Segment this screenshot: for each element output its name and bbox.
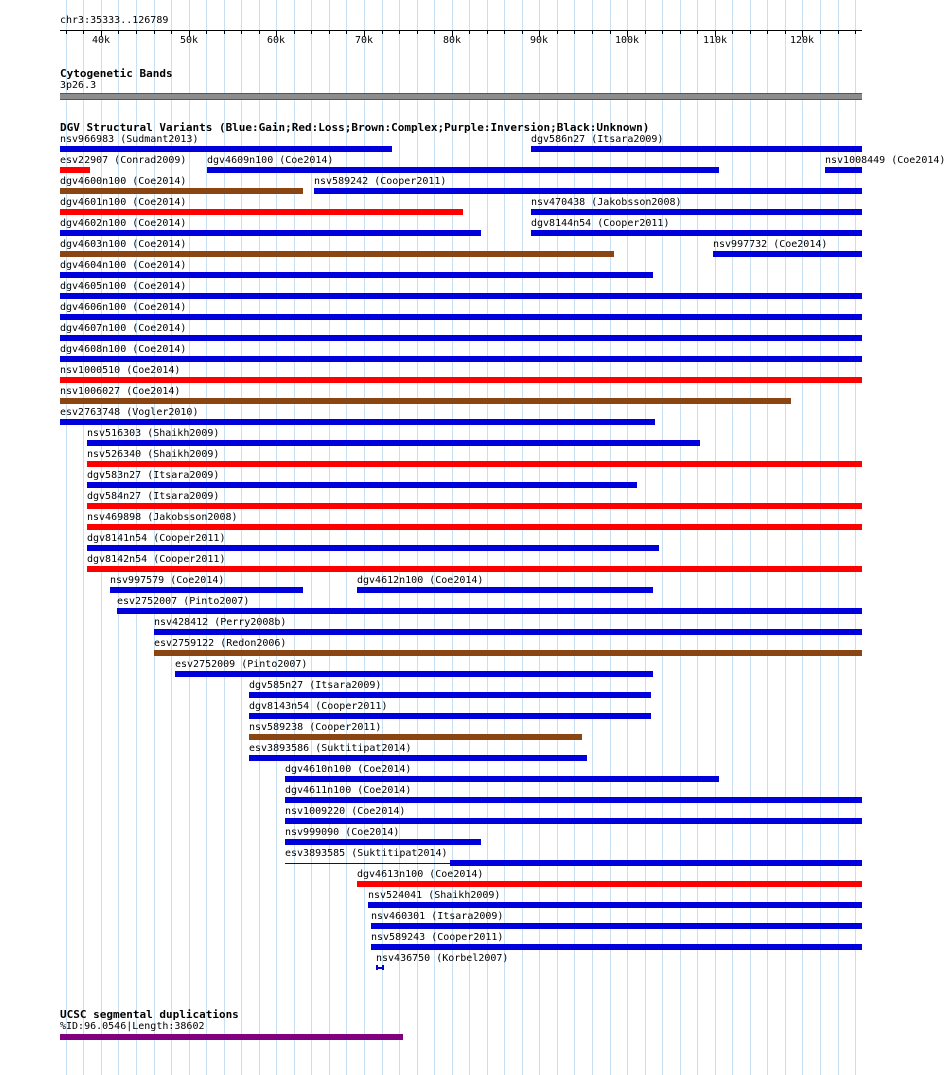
ruler-minor-tick [820, 31, 821, 34]
ruler-minor-tick [294, 31, 295, 34]
variant-bar[interactable] [285, 797, 862, 803]
variant-bar[interactable] [285, 776, 719, 782]
variant-label[interactable]: dgv4611n100 (Coe2014) [285, 785, 412, 796]
variant-bar[interactable] [357, 881, 862, 887]
variant-label[interactable]: dgv4612n100 (Coe2014) [357, 575, 484, 586]
ruler-tick-label: 120k [789, 35, 815, 46]
grid-line [504, 0, 505, 1075]
variant-bar[interactable] [60, 230, 481, 236]
grid-line [715, 0, 716, 1075]
variant-label[interactable]: esv2752009 (Pinto2007) [175, 659, 308, 670]
variant-bar[interactable] [60, 293, 862, 299]
ruler-minor-tick [645, 31, 646, 34]
ruler-minor-tick [469, 31, 470, 34]
grid-line [680, 0, 681, 1075]
ruler-minor-tick [417, 31, 418, 34]
variant-label[interactable]: dgv8143n54 (Cooper2011) [249, 701, 388, 712]
grid-line [574, 0, 575, 1075]
ruler-tick-label: 100k [614, 35, 640, 46]
variant-label[interactable]: dgv584n27 (Itsara2009) [87, 491, 220, 502]
variant-label[interactable]: dgv4608n100 (Coe2014) [60, 344, 187, 355]
ruler-minor-tick [434, 31, 435, 34]
ruler-minor-tick [224, 31, 225, 34]
variant-bar[interactable] [175, 671, 653, 677]
variant-bar[interactable] [825, 167, 862, 173]
grid-line [662, 0, 663, 1075]
variant-bar[interactable] [60, 356, 862, 362]
variant-label[interactable]: dgv586n27 (Itsara2009) [531, 134, 664, 145]
variant-bar[interactable] [117, 608, 862, 614]
variant-bar[interactable] [60, 335, 862, 341]
cytoband-label: 3p26.3 [60, 80, 97, 91]
variant-bar[interactable] [60, 314, 862, 320]
ruler-minor-tick [382, 31, 383, 34]
variant-label[interactable]: dgv4601n100 (Coe2014) [60, 197, 187, 208]
variant-label[interactable]: esv2759122 (Redon2006) [154, 638, 287, 649]
variant-label[interactable]: dgv4607n100 (Coe2014) [60, 323, 187, 334]
ruler-minor-tick [83, 31, 84, 34]
ruler-minor-tick [785, 31, 786, 34]
variant-label[interactable]: nsv516303 (Shaikh2009) [87, 428, 220, 439]
ruler-minor-tick [118, 31, 119, 34]
variant-bar[interactable] [368, 902, 862, 908]
variant-label[interactable]: nsv1006027 (Coe2014) [60, 386, 181, 397]
cytoband-track-title: Cytogenetic Bands [60, 67, 173, 80]
variant-label[interactable]: nsv526340 (Shaikh2009) [87, 449, 220, 460]
ruler-tick-label: 40k [91, 35, 111, 46]
ruler-tick-label: 50k [179, 35, 199, 46]
variant-bar[interactable] [60, 419, 655, 425]
variant-label[interactable]: nsv469898 (Jakobsson2008) [87, 512, 238, 523]
ruler-minor-tick [171, 31, 172, 34]
grid-line [767, 0, 768, 1075]
grid-line [802, 0, 803, 1075]
variant-label[interactable]: dgv4606n100 (Coe2014) [60, 302, 187, 313]
variant-bar[interactable] [285, 818, 862, 824]
variant-label[interactable]: dgv585n27 (Itsara2009) [249, 680, 382, 691]
ruler-minor-tick [697, 31, 698, 34]
variant-label[interactable]: esv2763748 (Vogler2010) [60, 407, 199, 418]
ruler-tick-label: 80k [442, 35, 462, 46]
ruler-minor-tick [522, 31, 523, 34]
variant-label[interactable]: nsv460301 (Itsara2009) [371, 911, 504, 922]
variant-label[interactable]: dgv4600n100 (Coe2014) [60, 176, 187, 187]
ruler-minor-tick [487, 31, 488, 34]
cytoband-bar[interactable] [60, 93, 862, 100]
region-label: chr3:35333..126789 [60, 15, 169, 26]
variant-label[interactable]: dgv4605n100 (Coe2014) [60, 281, 187, 292]
variant-label[interactable]: nsv470438 (Jakobsson2008) [531, 197, 682, 208]
grid-line [750, 0, 751, 1075]
variant-label[interactable]: dgv4613n100 (Coe2014) [357, 869, 484, 880]
ruler-minor-tick [154, 31, 155, 34]
variant-label[interactable]: nsv436750 (Korbel2007) [376, 953, 509, 964]
grid-line [627, 0, 628, 1075]
variant-label[interactable]: nsv997579 (Coe2014) [110, 575, 225, 586]
variant-bar[interactable] [376, 965, 384, 970]
variant-label[interactable]: nsv589238 (Cooper2011) [249, 722, 382, 733]
variant-bar[interactable] [87, 503, 862, 509]
variant-label[interactable]: nsv966983 (Sudmant2013) [60, 134, 199, 145]
ruler-minor-tick [346, 31, 347, 34]
ruler-minor-tick [592, 31, 593, 34]
ruler-minor-tick [855, 31, 856, 34]
grid-line [610, 0, 611, 1075]
variant-bar[interactable] [87, 482, 637, 488]
variant-label[interactable]: dgv8142n54 (Cooper2011) [87, 554, 226, 565]
variant-label[interactable]: nsv1008449 (Coe2014) [825, 155, 945, 166]
ruler-minor-tick [574, 31, 575, 34]
ruler-minor-tick [838, 31, 839, 34]
grid-line [820, 0, 821, 1075]
variant-bar[interactable] [60, 398, 791, 404]
variant-bar[interactable] [87, 566, 862, 572]
ruler-minor-tick [767, 31, 768, 34]
grid-line [364, 0, 365, 1075]
variant-bar[interactable] [285, 839, 481, 845]
variant-label[interactable]: dgv4609n100 (Coe2014) [207, 155, 334, 166]
ruler-minor-tick [504, 31, 505, 34]
grid-line [522, 0, 523, 1075]
grid-line [592, 0, 593, 1075]
variant-bar[interactable] [60, 272, 653, 278]
variant-bar[interactable] [87, 440, 700, 446]
segdup-bar[interactable] [60, 1034, 403, 1040]
segdup-label: %ID:96.0546|Length:38602 [60, 1021, 205, 1032]
variant-bar[interactable] [87, 524, 862, 530]
variant-bar[interactable] [371, 923, 862, 929]
ruler-tick-label: 110k [702, 35, 728, 46]
ruler-minor-tick [662, 31, 663, 34]
variant-label[interactable]: nsv589243 (Cooper2011) [371, 932, 504, 943]
ruler-minor-tick [206, 31, 207, 34]
variant-label[interactable]: nsv1000510 (Coe2014) [60, 365, 181, 376]
ruler-minor-tick [732, 31, 733, 34]
variant-bar[interactable] [314, 188, 862, 194]
variant-label[interactable]: nsv524041 (Shaikh2009) [368, 890, 501, 901]
dgv-track-title: DGV Structural Variants (Blue:Gain;Red:Loss;Brown:Complex;Purple:Inversion;Black:Unknown) [60, 121, 650, 134]
grid-line [346, 0, 347, 1075]
grid-line [785, 0, 786, 1075]
ruler-minor-tick [610, 31, 611, 34]
ruler-axis-line [60, 30, 862, 31]
ruler-minor-tick [259, 31, 260, 34]
variant-bar[interactable] [110, 587, 303, 593]
variant-label[interactable]: esv22907 (Conrad2009) [60, 155, 187, 166]
variant-label[interactable]: dgv583n27 (Itsara2009) [87, 470, 220, 481]
ruler-tick-label: 60k [266, 35, 286, 46]
variant-label[interactable]: dgv4610n100 (Coe2014) [285, 764, 412, 775]
variant-bar[interactable] [249, 755, 587, 761]
variant-label[interactable]: dgv8141n54 (Cooper2011) [87, 533, 226, 544]
ruler-minor-tick [136, 31, 137, 34]
variant-label[interactable]: nsv999090 (Coe2014) [285, 827, 400, 838]
variant-bar[interactable] [357, 587, 653, 593]
variant-bar[interactable] [60, 146, 392, 152]
variant-bar[interactable] [371, 944, 862, 950]
grid-line [732, 0, 733, 1075]
variant-bar[interactable] [249, 713, 651, 719]
variant-bar[interactable] [713, 251, 862, 257]
variant-bar[interactable] [154, 629, 862, 635]
ruler-tick-label: 90k [529, 35, 549, 46]
variant-label[interactable]: esv3893585 (Suktitipat2014) [285, 848, 448, 859]
variant-bar[interactable] [249, 692, 651, 698]
variant-label[interactable]: nsv428412 (Perry2008b) [154, 617, 287, 628]
grid-line [557, 0, 558, 1075]
variant-bar[interactable] [60, 251, 614, 257]
variant-bar[interactable] [531, 209, 862, 215]
ruler-minor-tick [329, 31, 330, 34]
variant-bar[interactable] [87, 545, 659, 551]
grid-line [539, 0, 540, 1075]
segdup-track-title: UCSC segmental duplications [60, 1008, 239, 1021]
grid-line [697, 0, 698, 1075]
variant-label[interactable]: esv2752007 (Pinto2007) [117, 596, 250, 607]
variant-label[interactable]: dgv8144n54 (Cooper2011) [531, 218, 670, 229]
variant-bar[interactable] [531, 146, 862, 152]
variant-bar[interactable] [60, 188, 303, 194]
variant-bar[interactable] [154, 650, 862, 656]
variant-bar[interactable] [60, 209, 463, 215]
variant-bar[interactable] [87, 461, 862, 467]
variant-label[interactable]: nsv997732 (Coe2014) [713, 239, 828, 250]
variant-bar[interactable] [60, 377, 862, 383]
grid-line [645, 0, 646, 1075]
ruler-minor-tick [399, 31, 400, 34]
variant-bar[interactable] [207, 167, 719, 173]
ruler-minor-tick [750, 31, 751, 34]
variant-label[interactable]: dgv4603n100 (Coe2014) [60, 239, 187, 250]
variant-label[interactable]: dgv4604n100 (Coe2014) [60, 260, 187, 271]
variant-bar[interactable] [531, 230, 862, 236]
variant-label[interactable]: nsv589242 (Cooper2011) [314, 176, 447, 187]
variant-bar[interactable] [450, 860, 862, 866]
ruler-minor-tick [557, 31, 558, 34]
variant-bar-thin[interactable] [285, 863, 450, 864]
variant-label[interactable]: dgv4602n100 (Coe2014) [60, 218, 187, 229]
ruler-minor-tick [241, 31, 242, 34]
ruler-minor-tick [311, 31, 312, 34]
variant-label[interactable]: nsv1009220 (Coe2014) [285, 806, 406, 817]
variant-bar[interactable] [249, 734, 582, 740]
variant-label[interactable]: esv3893586 (Suktitipat2014) [249, 743, 412, 754]
ruler-minor-tick [66, 31, 67, 34]
variant-bar[interactable] [60, 167, 90, 173]
ruler-tick-label: 70k [354, 35, 374, 46]
ruler-minor-tick [680, 31, 681, 34]
